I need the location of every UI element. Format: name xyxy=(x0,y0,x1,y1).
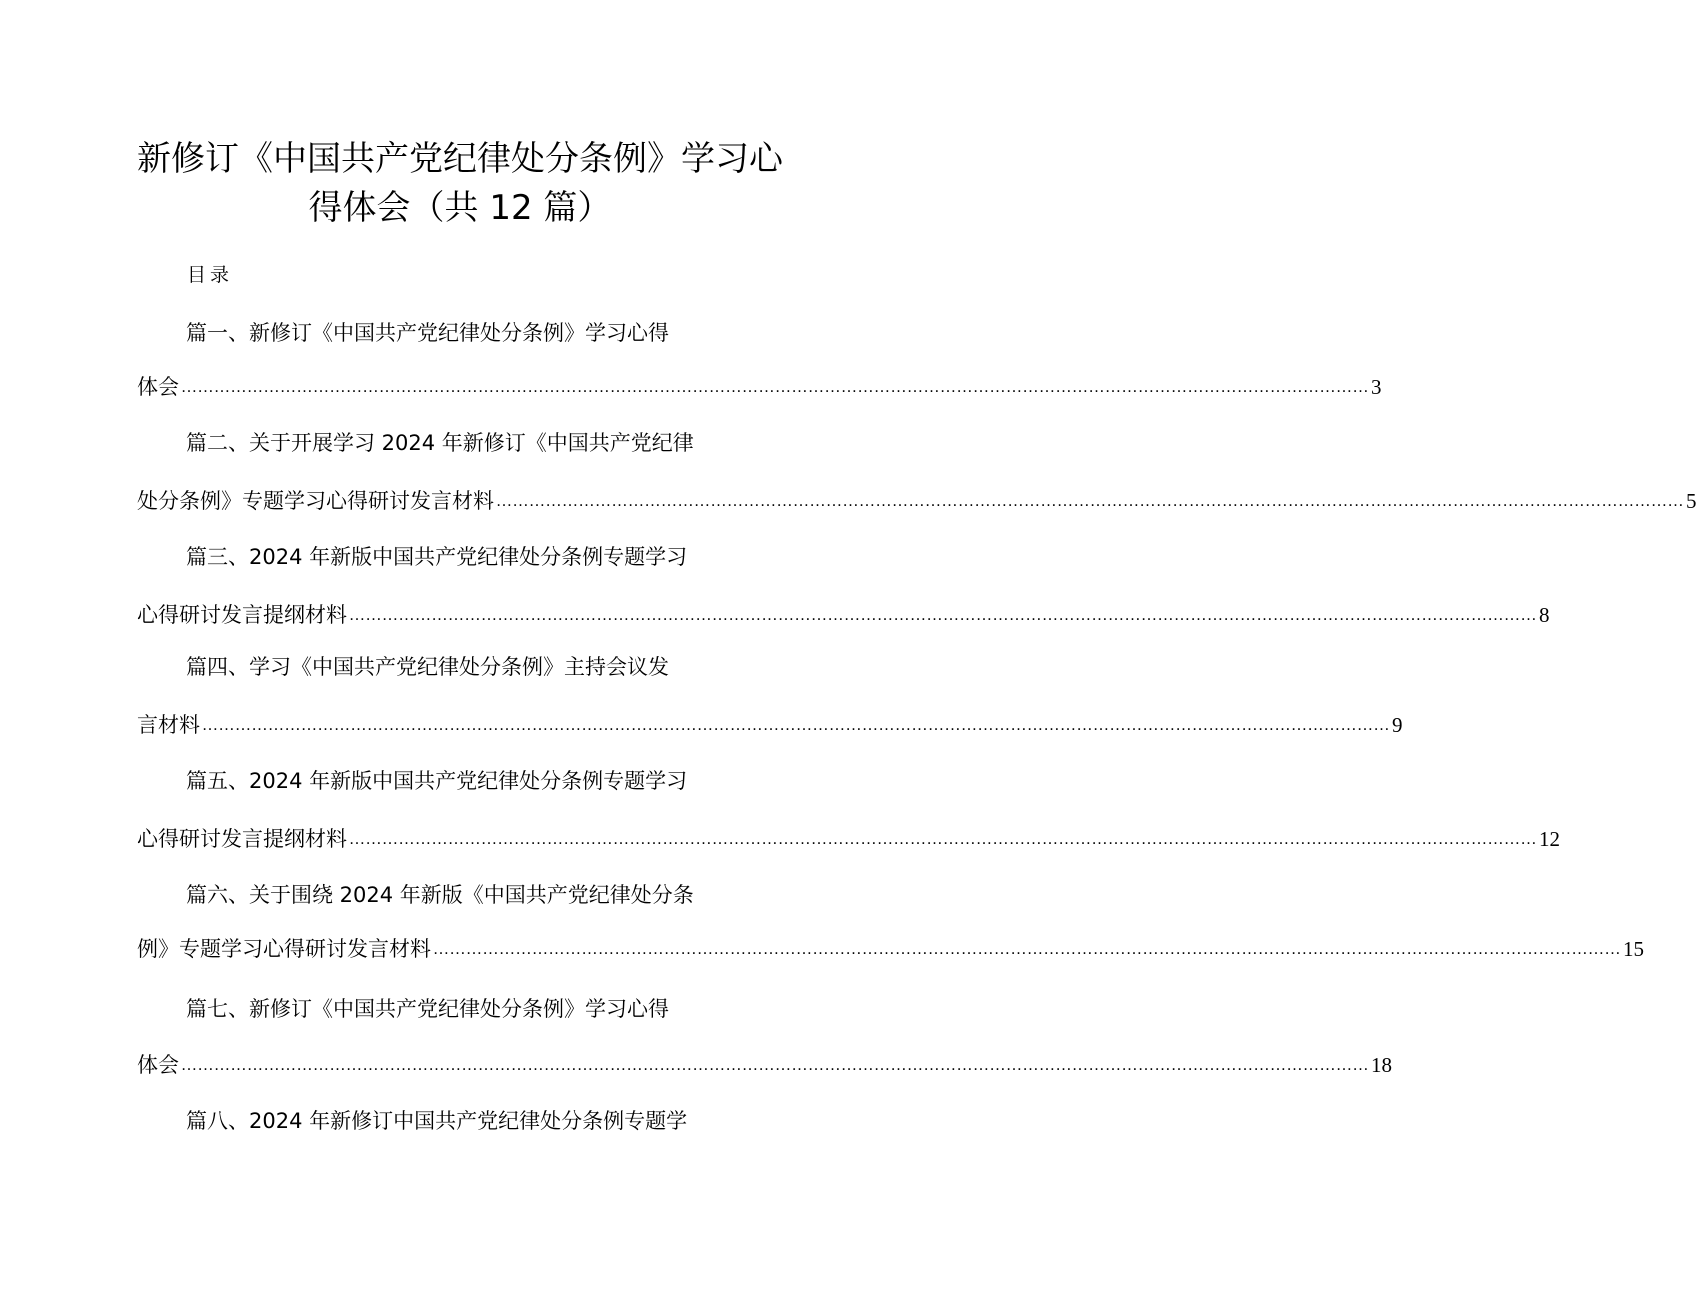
toc-entry-5-page-number: 12 xyxy=(1539,827,1560,851)
toc-entry-6-title-cont: 例》专题学习心得研讨发言材料 xyxy=(137,937,431,961)
toc-entry-5-title-cont: 心得研讨发言提纲材料 xyxy=(137,827,347,851)
document-title-line-2: 得体会（共 12 篇） xyxy=(308,188,612,228)
toc-entry-4-page-number: 9 xyxy=(1392,713,1403,737)
dot-leader: ……………………………………………………………………………………………………………………………………………………………………………………………… xyxy=(349,607,1537,624)
toc-entry-4-title[interactable]: 篇四、学习《中国共产党纪律处分条例》主持会议发 xyxy=(186,655,669,679)
toc-entry-3-title-cont: 心得研讨发言提纲材料 xyxy=(137,603,347,627)
toc-entry-2-title[interactable]: 篇二、关于开展学习 2024 年新修订《中国共产党纪律 xyxy=(186,431,694,455)
toc-entry-6-title[interactable]: 篇六、关于围绕 2024 年新版《中国共产党纪律处分条 xyxy=(186,883,694,907)
toc-entry-1-title[interactable]: 篇一、新修订《中国共产党纪律处分条例》学习心得 xyxy=(186,321,669,345)
toc-entry-6-page-number: 15 xyxy=(1623,937,1644,961)
toc-entry-7-title[interactable]: 篇七、新修订《中国共产党纪律处分条例》学习心得 xyxy=(186,997,669,1021)
toc-entry-5-continuation[interactable] xyxy=(137,824,1560,854)
dot-leader: ……………………………………………………………………………………………………………………………………………………………………………………………… xyxy=(496,493,1684,510)
dot-leader: ……………………………………………………………………………………………………………………………………………………………………………………………… xyxy=(181,379,1369,396)
toc-entry-1-page-number: 3 xyxy=(1371,375,1382,399)
toc-entry-1-continuation[interactable] xyxy=(137,372,1382,402)
toc-entry-2-page-number: 5 xyxy=(1686,489,1697,513)
toc-entry-3-page-number: 8 xyxy=(1539,603,1550,627)
dot-leader: ……………………………………………………………………………………………………………………………………………………………………………………………… xyxy=(202,717,1390,734)
toc-entry-7-page-number: 18 xyxy=(1371,1053,1392,1077)
toc-entry-3-continuation[interactable] xyxy=(137,600,1550,630)
dot-leader: ……………………………………………………………………………………………………………………………………………………………………………………………… xyxy=(349,831,1537,848)
document-title-line-1: 新修订《中国共产党纪律处分条例》学习心 xyxy=(137,139,783,179)
toc-entry-6-continuation[interactable] xyxy=(137,934,1644,964)
toc-entry-7-continuation[interactable] xyxy=(137,1050,1392,1080)
toc-entry-8-title[interactable]: 篇八、2024 年新修订中国共产党纪律处分条例专题学 xyxy=(186,1109,688,1133)
toc-entry-4-continuation[interactable] xyxy=(137,710,1403,740)
toc-entry-1-title-cont: 体会 xyxy=(137,375,179,399)
toc-entry-2-continuation[interactable] xyxy=(137,486,1697,516)
toc-entry-5-title[interactable]: 篇五、2024 年新版中国共产党纪律处分条例专题学习 xyxy=(186,769,688,793)
toc-entry-4-title-cont: 言材料 xyxy=(137,713,200,737)
toc-entry-7-title-cont: 体会 xyxy=(137,1053,179,1077)
dot-leader: ……………………………………………………………………………………………………………………………………………………………………………………………… xyxy=(433,941,1621,958)
toc-heading: 目录 xyxy=(187,264,234,286)
toc-entry-2-title-cont: 处分条例》专题学习心得研讨发言材料 xyxy=(137,489,494,513)
dot-leader: ……………………………………………………………………………………………………………………………………………………………………………………………… xyxy=(181,1057,1369,1074)
toc-entry-3-title[interactable]: 篇三、2024 年新版中国共产党纪律处分条例专题学习 xyxy=(186,545,688,569)
